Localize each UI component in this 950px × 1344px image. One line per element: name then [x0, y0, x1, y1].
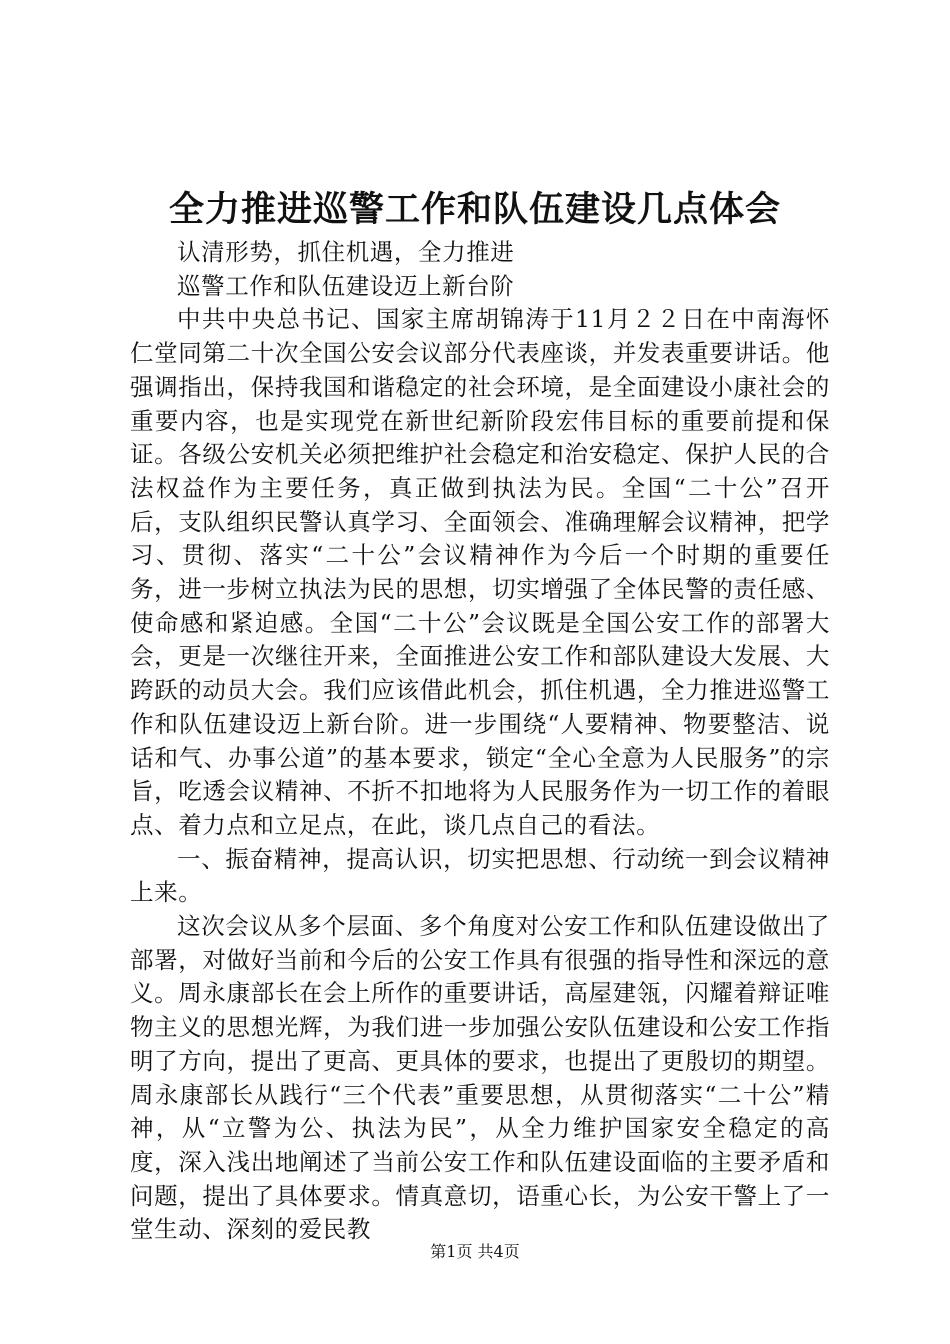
page-footer: 第1页 共4页	[430, 1242, 520, 1261]
section-heading: 一、振奋精神，提高认识，切实把思想、行动统一到会议精神上来。	[130, 844, 830, 907]
body-paragraph: 认清形势，抓住机遇，全力推进	[177, 238, 515, 266]
body-paragraph: 中共中央总书记、国家主席胡锦涛于11月２２日在中南海怀仁堂同第二十次全国公安会议部分代表座谈，并发表重要讲话。他强调指出，保持我国和谐稳定的社会环境，是全面建设小康社会的重要内容，也是实现党在新世纪新阶段宏伟目标的重要前提和保证。各级公安机关必须把维护社会稳定和治安稳定、保护人民的合法权益作为主要任务，真正做到执法为民。全国“二十公”召开后，支队组织民警认真学习、全面领会、准确理解会议精神，把学习、贯彻、落实“二十公”会议精神作为今后一个时期的重要任务，进一步树立执法为民的思想，切实增强了全体民警的责任感、使命感和紧迫感。全国“二十公”会议既是全国公安工作的部署大会，更是一次继往开来，全面推进公安工作和部队建设大发展、大跨跃的动员大会。我们应该借此机会，抓住机遇，全力推进巡警工作和队伍建设迈上新台阶。进一步围绕“人要精神、物要整洁、说话和气、办事公道”的基本要求，锁定“全心全意为人民服务”的宗旨，吃透会议精神、不折不扣地将为人民服务作为一切工作的着眼点、着力点和立足点，在此，谈几点自己的看法。	[130, 305, 830, 839]
document-body	[130, 236, 830, 1247]
body-paragraph: 这次会议从多个层面、多个角度对公安工作和队伍建设做出了部署，对做好当前和今后的公安工作具有很强的指导性和深远的意义。周永康部长在会上所作的重要讲话，高屋建瓴，闪耀着辩证唯物主义的思想光辉，为我们进一步加强公安队伍建设和公安工作指明了方向，提出了更高、更具体的要求，也提出了更殷切的期望。周永康部长从践行“三个代表”重要思想，从贯彻落实“二十公”精神，从“立警为公、执法为民”，从全力维护国家安全稳定的高度，深入浅出地阐述了当前公安工作和队伍建设面临的主要矛盾和问题，提出了具体要求。情真意切，语重心长，为公安干警上了一堂生动、深刻的爱民教	[130, 912, 830, 1244]
body-paragraph: 巡警工作和队伍建设迈上新台阶	[177, 271, 515, 300]
document-title: 全力推进巡警工作和队伍建设几点体会	[168, 189, 781, 230]
